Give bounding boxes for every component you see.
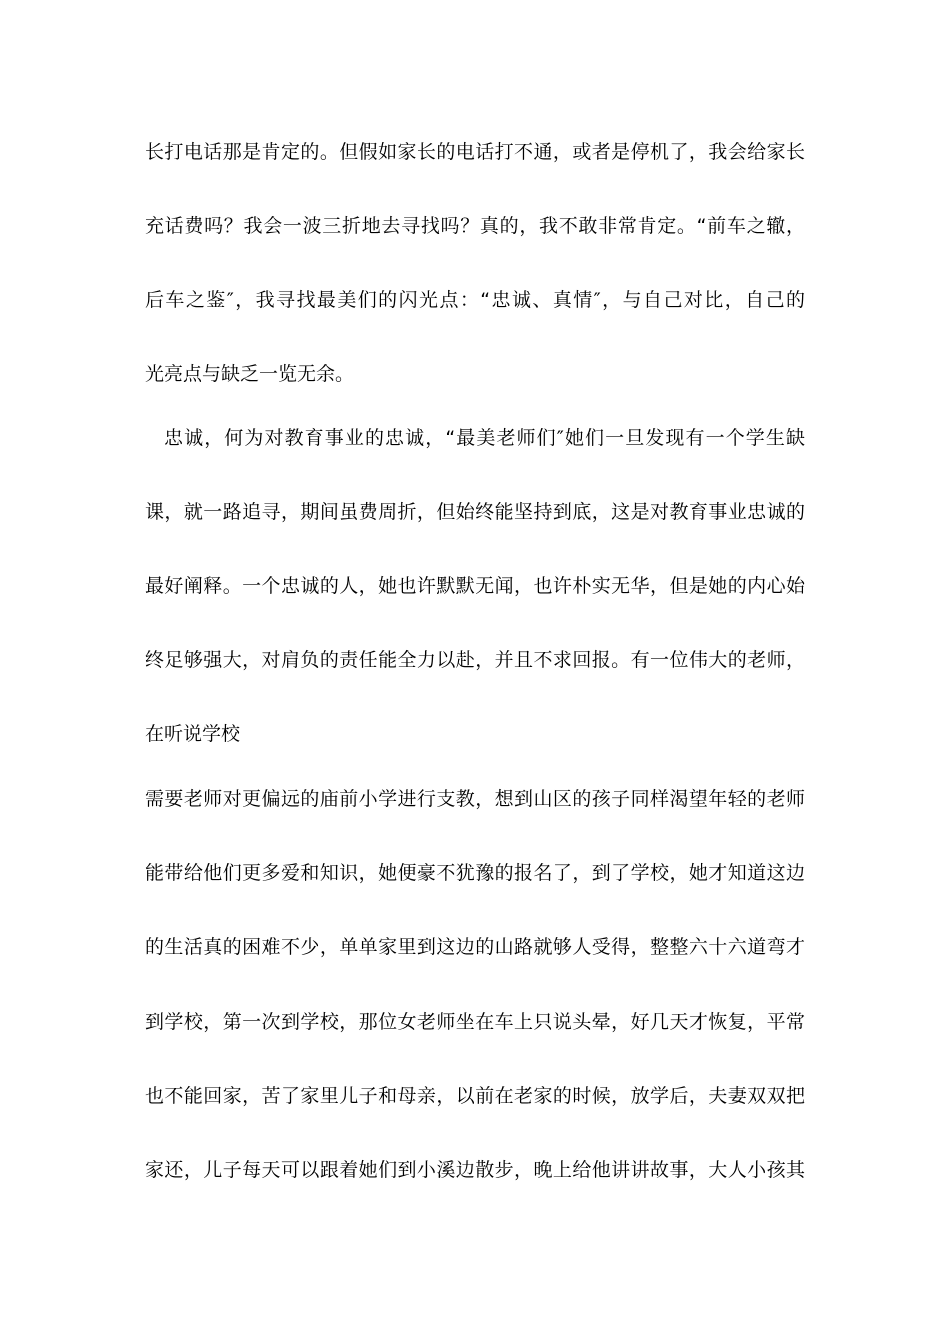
text-line: 课，就一路追寻，期间虽费周折，但始终能坚持到底，这是对教育事业忠诚的 xyxy=(145,501,805,523)
text-line: 长打电话那是肯定的。但假如家长的电话打不通，或者是停机了，我会给家长 xyxy=(145,141,805,163)
text-line: 在听说学校 xyxy=(145,723,241,745)
text-line: 的生活真的困难不少，单单家里到这边的山路就够人受得，整整六十六道弯才 xyxy=(145,936,805,958)
text-line: 家还，儿子每天可以跟着她们到小溪边散步，晚上给他讲讲故事，大人小孩其 xyxy=(145,1159,805,1181)
text-line: 充话费吗？我会一波三折地去寻找吗？真的，我不敢非常肯定。“前车之辙， xyxy=(145,215,805,237)
paragraph-first-line: 忠诚，何为对教育事业的忠诚，“最美老师们″她们一旦发现有一个学生缺 xyxy=(164,427,805,449)
text-line: 最好阐释。一个忠诚的人，她也许默默无闻，也许朴实无华，但是她的内心始 xyxy=(145,575,805,597)
text-line: 能带给他们更多爱和知识，她便豪不犹豫的报名了，到了学校，她才知道这边 xyxy=(145,862,805,884)
text-line: 到学校，第一次到学校，那位女老师坐在车上只说头晕，好几天才恢复，平常 xyxy=(145,1011,805,1033)
text-line: 光亮点与缺乏一览无余。 xyxy=(145,363,355,385)
text-line: 需要老师对更偏远的庙前小学进行支教，想到山区的孩子同样渴望年轻的老师 xyxy=(145,788,805,810)
text-line: 后车之鉴″，我寻找最美们的闪光点：“忠诚、真情″，与自己对比，自己的 xyxy=(145,289,805,311)
text-line: 终足够强大，对肩负的责任能全力以赴，并且不求回报。有一位伟大的老师， xyxy=(145,649,805,671)
text-line: 也不能回家，苦了家里儿子和母亲，以前在老家的时候，放学后，夫妻双双把 xyxy=(145,1085,805,1107)
